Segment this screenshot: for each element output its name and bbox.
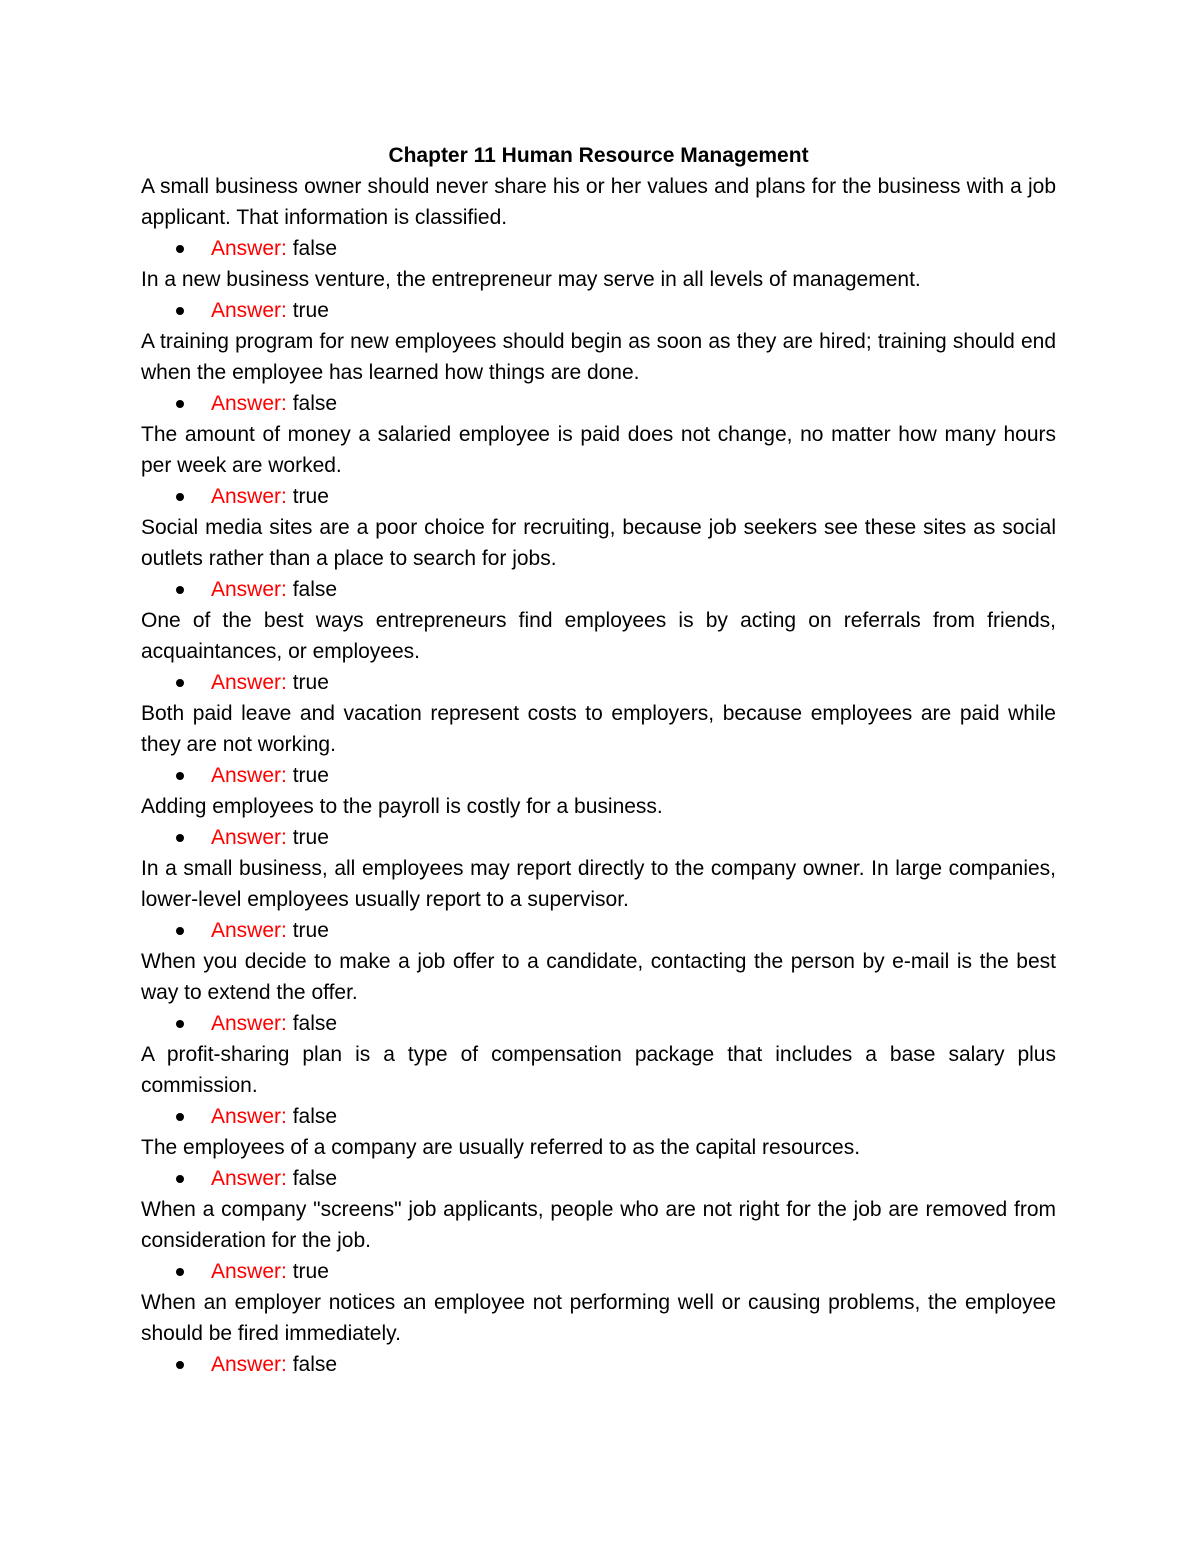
answer-label: Answer: (211, 1260, 287, 1283)
answer-label: Answer: (211, 237, 287, 260)
bullet-icon (176, 400, 184, 408)
answer-label: Answer: (211, 826, 287, 849)
document-page (141, 140, 1056, 1380)
qa-item (141, 605, 1056, 698)
question-text: A training program for new employees should begin as soon as they are hired; training should end when the employee has learned how things are done. (141, 330, 1056, 384)
answer-value: false (292, 237, 338, 260)
answer-label: Answer: (211, 1167, 287, 1190)
answer-label: Answer: (211, 1353, 287, 1376)
bullet-icon (176, 307, 184, 315)
bullet-icon (176, 1361, 184, 1369)
bullet-icon (176, 834, 184, 842)
answer-label: Answer: (211, 919, 287, 942)
answer-value: false (292, 1105, 338, 1128)
answer-list (141, 388, 1056, 419)
answer-label: Answer: (211, 671, 287, 694)
qa-item (141, 512, 1056, 605)
qa-item (141, 1194, 1056, 1287)
qa-item (141, 791, 1056, 853)
answer-list (141, 1349, 1056, 1380)
answer-list (141, 760, 1056, 791)
question-text: A small business owner should never share his or her values and plans for the business with a job applicant. That information is classified. (141, 175, 1056, 229)
answer-label: Answer: (211, 1105, 287, 1128)
qa-item (141, 1132, 1056, 1194)
bullet-icon (176, 493, 184, 501)
answer-label: Answer: (211, 764, 287, 787)
answer-value: true (292, 671, 329, 694)
bullet-icon (176, 927, 184, 935)
question-text: When you decide to make a job offer to a candidate, contacting the person by e-mail is the best way to extend the offer. (141, 950, 1056, 1004)
answer-item (141, 667, 1056, 698)
question-text: When a company "screens" job applicants, people who are not right for the job are removed from consideration for the job. (141, 1198, 1056, 1252)
answer-list (141, 295, 1056, 326)
answer-item (141, 1256, 1056, 1287)
answer-value: false (292, 1353, 338, 1376)
answer-list (141, 233, 1056, 264)
answer-item (141, 1101, 1056, 1132)
answer-label: Answer: (211, 485, 287, 508)
answer-label: Answer: (211, 1012, 287, 1035)
qa-list (141, 171, 1056, 1380)
answer-list (141, 1101, 1056, 1132)
qa-item (141, 1287, 1056, 1380)
question-text: Social media sites are a poor choice for recruiting, because job seekers see these sites as social outlets rather than a place to search for jobs. (141, 516, 1056, 570)
answer-list (141, 667, 1056, 698)
answer-item (141, 1349, 1056, 1380)
bullet-icon (176, 245, 184, 253)
question-text: Adding employees to the payroll is costly for a business. (141, 795, 663, 818)
answer-label: Answer: (211, 299, 287, 322)
answer-list (141, 822, 1056, 853)
answer-value: false (292, 1012, 338, 1035)
answer-list (141, 1163, 1056, 1194)
answer-value: false (292, 578, 338, 601)
question-text: The amount of money a salaried employee is paid does not change, no matter how many hours per week are worked. (141, 423, 1056, 477)
bullet-icon (176, 1020, 184, 1028)
qa-item (141, 171, 1056, 264)
answer-value: true (292, 919, 329, 942)
bullet-icon (176, 1113, 184, 1121)
bullet-icon (176, 1268, 184, 1276)
question-text: In a new business venture, the entrepreneur may serve in all levels of management. (141, 268, 921, 291)
answer-value: true (292, 485, 329, 508)
answer-list (141, 574, 1056, 605)
bullet-icon (176, 586, 184, 594)
answer-list (141, 1256, 1056, 1287)
answer-value: true (292, 826, 329, 849)
answer-list (141, 481, 1056, 512)
question-text: Both paid leave and vacation represent costs to employers, because employees are paid while they are not working. (141, 702, 1056, 756)
qa-item (141, 946, 1056, 1039)
answer-item (141, 915, 1056, 946)
answer-value: true (292, 1260, 329, 1283)
qa-item (141, 853, 1056, 946)
answer-item (141, 388, 1056, 419)
qa-item (141, 698, 1056, 791)
answer-value: false (292, 392, 338, 415)
answer-label: Answer: (211, 578, 287, 601)
qa-item (141, 419, 1056, 512)
document-title: Chapter 11 Human Resource Management (388, 144, 809, 167)
answer-item (141, 1163, 1056, 1194)
answer-item (141, 481, 1056, 512)
answer-item (141, 295, 1056, 326)
answer-list (141, 1008, 1056, 1039)
answer-item (141, 1008, 1056, 1039)
question-text: The employees of a company are usually referred to as the capital resources. (141, 1136, 861, 1159)
qa-item (141, 326, 1056, 419)
answer-item (141, 822, 1056, 853)
question-text: One of the best ways entrepreneurs find employees is by acting on referrals from friends, acquaintances, or employees. (141, 609, 1056, 663)
bullet-icon (176, 1175, 184, 1183)
bullet-icon (176, 772, 184, 780)
answer-item (141, 760, 1056, 791)
answer-value: false (292, 1167, 338, 1190)
answer-value: true (292, 764, 329, 787)
answer-label: Answer: (211, 392, 287, 415)
answer-item (141, 574, 1056, 605)
answer-value: true (292, 299, 329, 322)
answer-list (141, 915, 1056, 946)
question-text: When an employer notices an employee not performing well or causing problems, the employee should be fired immediately. (141, 1291, 1056, 1345)
question-text: A profit-sharing plan is a type of compensation package that includes a base salary plus commission. (141, 1043, 1056, 1097)
qa-item (141, 264, 1056, 326)
answer-item (141, 233, 1056, 264)
question-text: In a small business, all employees may report directly to the company owner. In large companies, lower-level employees usually report to a supervisor. (141, 857, 1056, 911)
bullet-icon (176, 679, 184, 687)
qa-item (141, 1039, 1056, 1132)
